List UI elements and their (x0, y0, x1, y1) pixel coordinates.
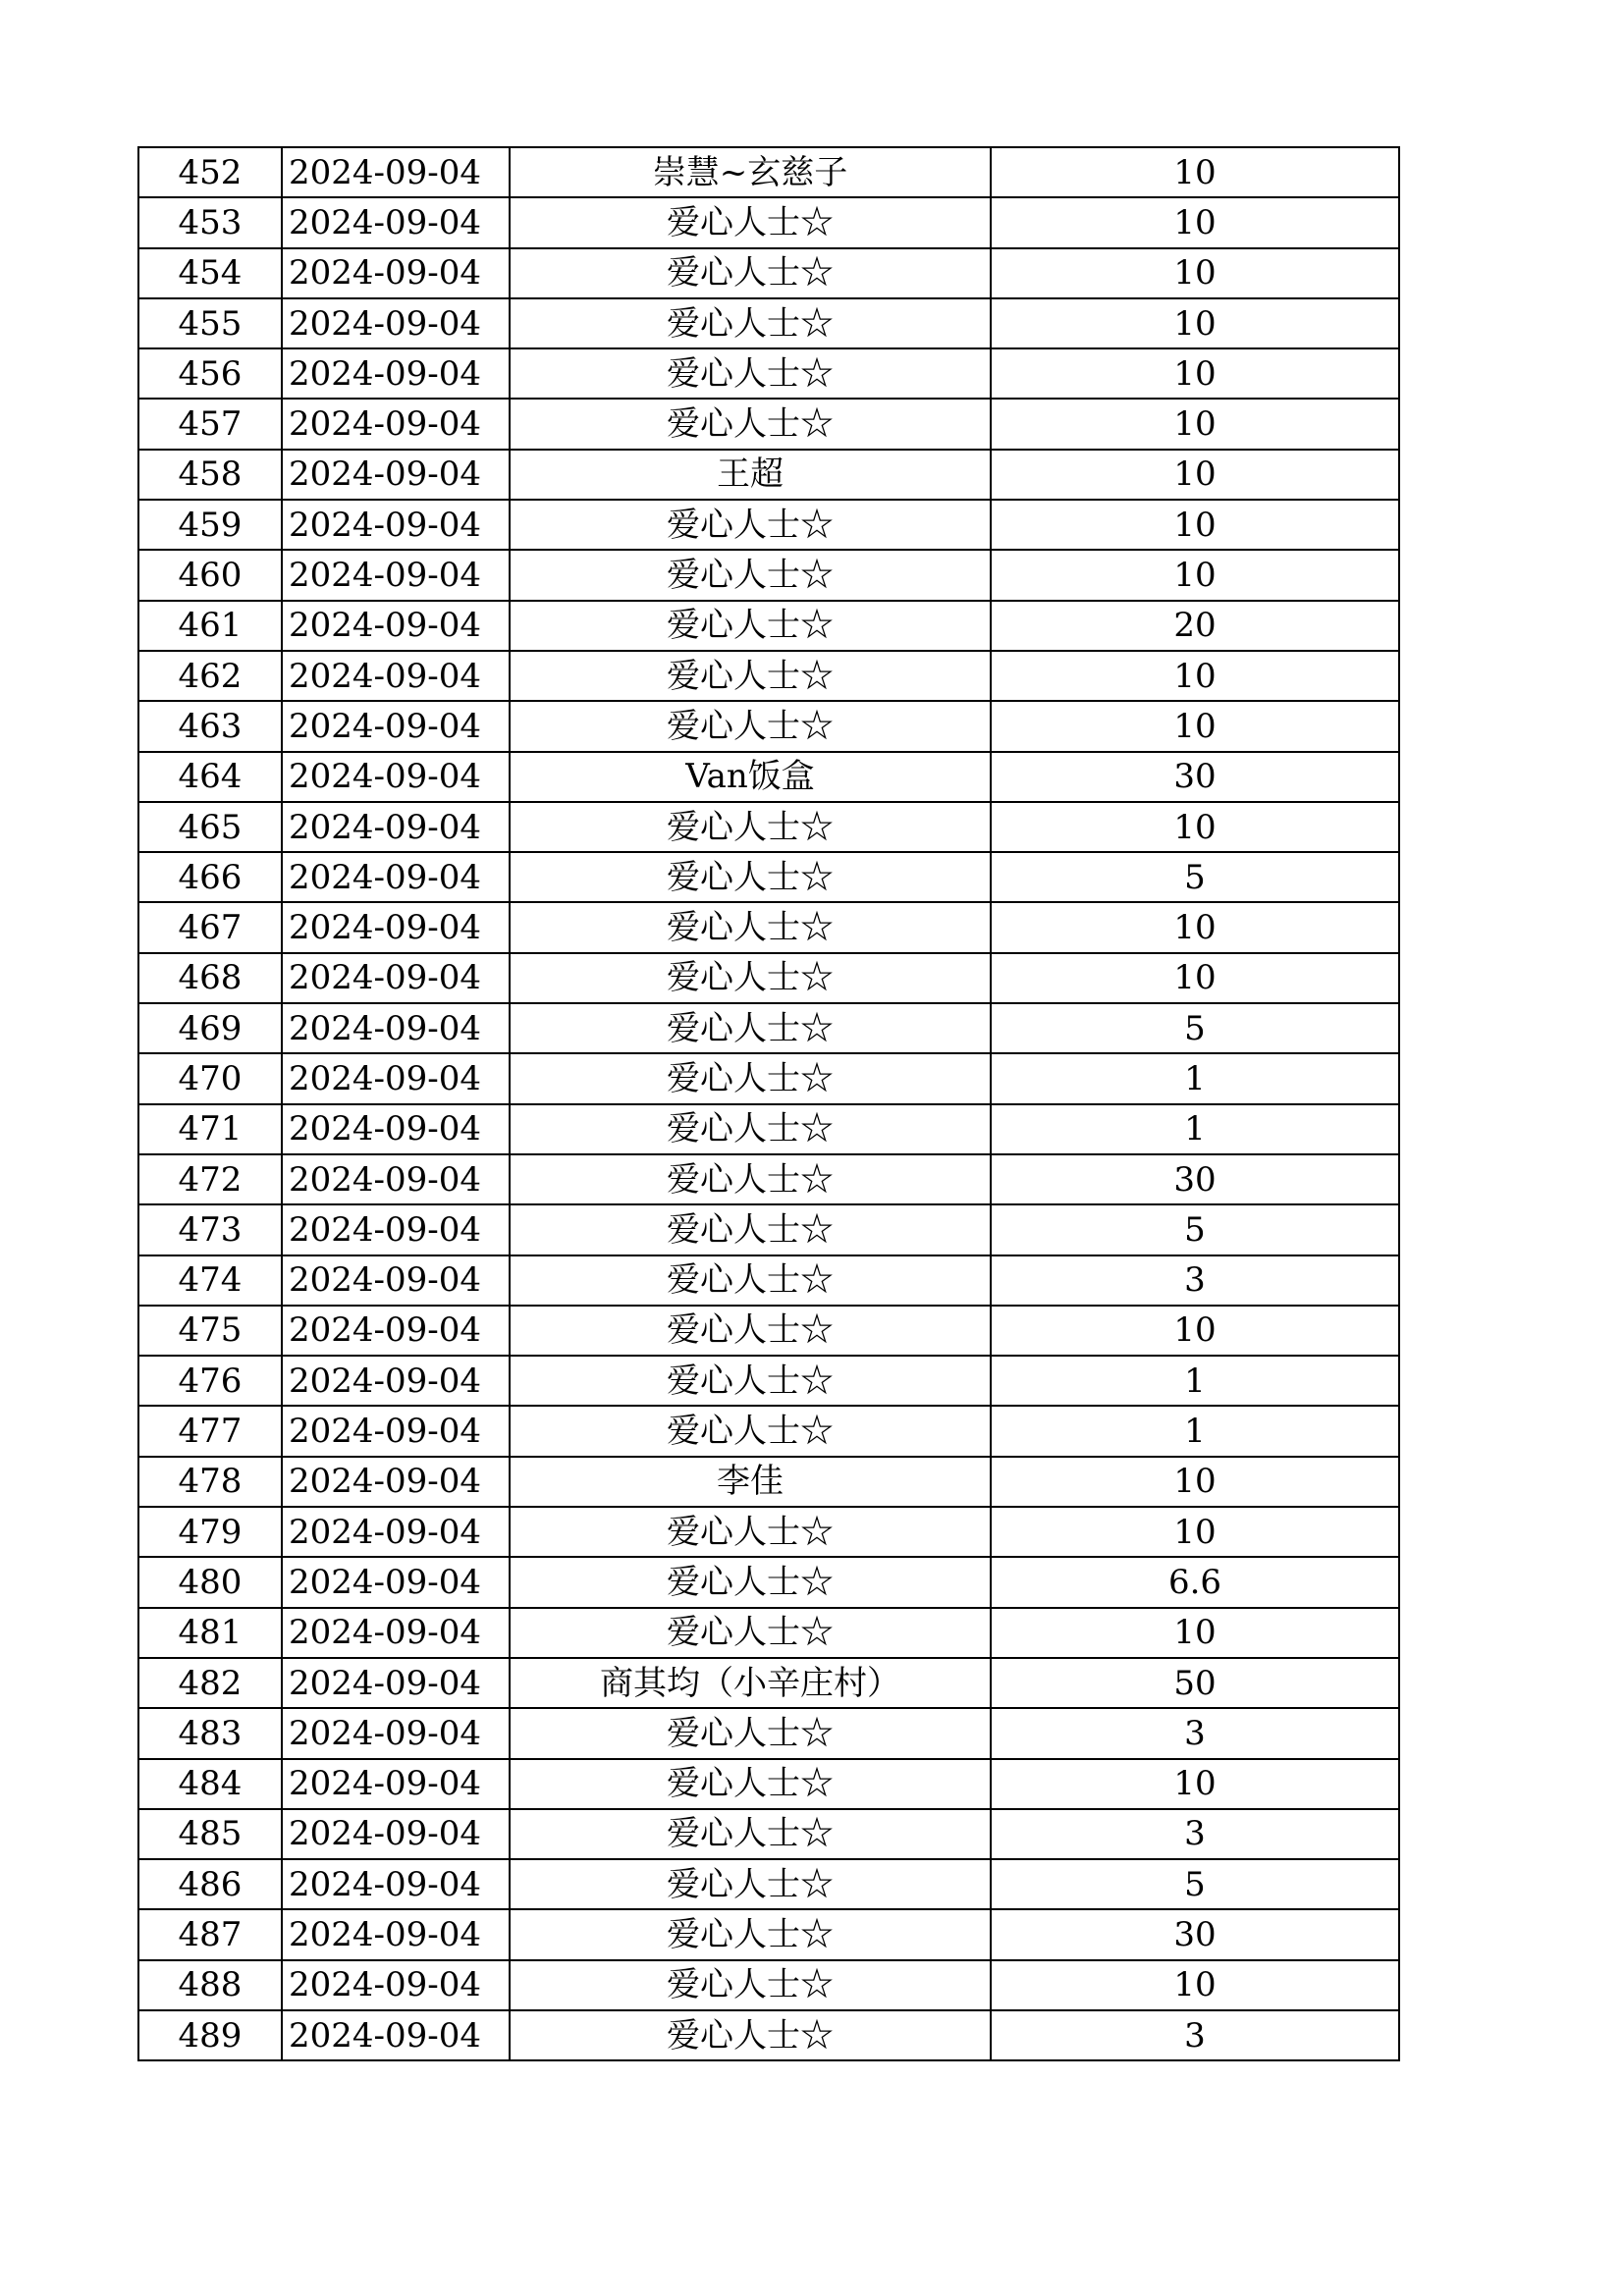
table-row (138, 147, 1399, 197)
serial-number-cell: 453 (138, 197, 282, 247)
table-row (138, 953, 1399, 1003)
table-row (138, 399, 1399, 449)
serial-number-cell: 487 (138, 1909, 282, 1959)
date-cell: 2024-09-04 (282, 601, 510, 651)
serial-number-cell: 459 (138, 500, 282, 550)
donor-name-cell: 爱心人士☆ (510, 852, 991, 902)
donor-name-cell: 爱心人士☆ (510, 1859, 991, 1909)
serial-number-cell: 465 (138, 802, 282, 852)
donor-name-cell: 爱心人士☆ (510, 1708, 991, 1758)
amount-cell: 20 (991, 601, 1399, 651)
table-row (138, 1154, 1399, 1204)
amount-cell: 10 (991, 197, 1399, 247)
date-cell: 2024-09-04 (282, 752, 510, 802)
amount-cell: 1 (991, 1104, 1399, 1154)
table-row (138, 2010, 1399, 2060)
donation-table (137, 146, 1400, 2061)
date-cell: 2024-09-04 (282, 1557, 510, 1607)
donor-name-cell: 爱心人士☆ (510, 348, 991, 399)
amount-cell: 5 (991, 1859, 1399, 1909)
amount-cell: 30 (991, 752, 1399, 802)
serial-number-cell: 460 (138, 550, 282, 600)
amount-cell: 10 (991, 802, 1399, 852)
amount-cell: 10 (991, 147, 1399, 197)
date-cell: 2024-09-04 (282, 348, 510, 399)
table-row (138, 197, 1399, 247)
amount-cell: 10 (991, 902, 1399, 952)
donor-name-cell: 爱心人士☆ (510, 2010, 991, 2060)
amount-cell: 10 (991, 1608, 1399, 1658)
serial-number-cell: 475 (138, 1306, 282, 1356)
amount-cell: 10 (991, 701, 1399, 751)
serial-number-cell: 471 (138, 1104, 282, 1154)
amount-cell: 10 (991, 399, 1399, 449)
donor-name-cell: 爱心人士☆ (510, 298, 991, 348)
donor-name-cell: 爱心人士☆ (510, 1104, 991, 1154)
table-row (138, 1557, 1399, 1607)
table-row (138, 1406, 1399, 1456)
table-row (138, 1255, 1399, 1306)
date-cell: 2024-09-04 (282, 1960, 510, 2010)
donor-name-cell: 李佳 (510, 1457, 991, 1507)
table-row (138, 651, 1399, 701)
table-row (138, 1053, 1399, 1103)
table-row (138, 248, 1399, 298)
serial-number-cell: 486 (138, 1859, 282, 1909)
date-cell: 2024-09-04 (282, 1053, 510, 1103)
table-row (138, 1608, 1399, 1658)
serial-number-cell: 466 (138, 852, 282, 902)
donor-name-cell: 爱心人士☆ (510, 802, 991, 852)
table-row (138, 1104, 1399, 1154)
table-row (138, 1960, 1399, 2010)
donor-name-cell: 爱心人士☆ (510, 1356, 991, 1406)
donor-name-cell: 爱心人士☆ (510, 197, 991, 247)
table-body (138, 147, 1399, 2060)
table-row (138, 1507, 1399, 1557)
donor-name-cell: 爱心人士☆ (510, 1003, 991, 1053)
date-cell: 2024-09-04 (282, 1154, 510, 1204)
table-row (138, 348, 1399, 399)
date-cell: 2024-09-04 (282, 550, 510, 600)
serial-number-cell: 472 (138, 1154, 282, 1204)
amount-cell: 5 (991, 1204, 1399, 1255)
date-cell: 2024-09-04 (282, 197, 510, 247)
donor-name-cell: 爱心人士☆ (510, 651, 991, 701)
serial-number-cell: 461 (138, 601, 282, 651)
date-cell: 2024-09-04 (282, 1759, 510, 1809)
donor-name-cell: 爱心人士☆ (510, 902, 991, 952)
serial-number-cell: 469 (138, 1003, 282, 1053)
amount-cell: 10 (991, 651, 1399, 701)
date-cell: 2024-09-04 (282, 1356, 510, 1406)
date-cell: 2024-09-04 (282, 1457, 510, 1507)
serial-number-cell: 485 (138, 1809, 282, 1859)
amount-cell: 10 (991, 1759, 1399, 1809)
date-cell: 2024-09-04 (282, 1104, 510, 1154)
amount-cell: 10 (991, 1457, 1399, 1507)
date-cell: 2024-09-04 (282, 147, 510, 197)
table-row (138, 852, 1399, 902)
serial-number-cell: 476 (138, 1356, 282, 1406)
donor-name-cell: 爱心人士☆ (510, 953, 991, 1003)
date-cell: 2024-09-04 (282, 2010, 510, 2060)
serial-number-cell: 481 (138, 1608, 282, 1658)
serial-number-cell: 488 (138, 1960, 282, 2010)
table-row (138, 1356, 1399, 1406)
donor-name-cell: 爱心人士☆ (510, 1306, 991, 1356)
date-cell: 2024-09-04 (282, 1306, 510, 1356)
date-cell: 2024-09-04 (282, 1255, 510, 1306)
amount-cell: 1 (991, 1053, 1399, 1103)
table-row (138, 450, 1399, 500)
donor-name-cell: 商其均（小辛庄村） (510, 1658, 991, 1708)
table-row (138, 550, 1399, 600)
donor-name-cell: 爱心人士☆ (510, 1507, 991, 1557)
donor-name-cell: 爱心人士☆ (510, 1960, 991, 2010)
donor-name-cell: 爱心人士☆ (510, 1255, 991, 1306)
donor-name-cell: Van饭盒 (510, 752, 991, 802)
date-cell: 2024-09-04 (282, 1859, 510, 1909)
amount-cell: 3 (991, 2010, 1399, 2060)
amount-cell: 3 (991, 1809, 1399, 1859)
amount-cell: 10 (991, 1507, 1399, 1557)
table-row (138, 701, 1399, 751)
serial-number-cell: 484 (138, 1759, 282, 1809)
serial-number-cell: 467 (138, 902, 282, 952)
donor-name-cell: 爱心人士☆ (510, 1557, 991, 1607)
amount-cell: 1 (991, 1356, 1399, 1406)
serial-number-cell: 489 (138, 2010, 282, 2060)
serial-number-cell: 483 (138, 1708, 282, 1758)
donor-name-cell: 爱心人士☆ (510, 1406, 991, 1456)
date-cell: 2024-09-04 (282, 1809, 510, 1859)
table-row (138, 1457, 1399, 1507)
donor-name-cell: 爱心人士☆ (510, 1154, 991, 1204)
serial-number-cell: 470 (138, 1053, 282, 1103)
donor-name-cell: 爱心人士☆ (510, 601, 991, 651)
amount-cell: 6.6 (991, 1557, 1399, 1607)
date-cell: 2024-09-04 (282, 248, 510, 298)
serial-number-cell: 477 (138, 1406, 282, 1456)
date-cell: 2024-09-04 (282, 1658, 510, 1708)
donor-name-cell: 爱心人士☆ (510, 1809, 991, 1859)
amount-cell: 50 (991, 1658, 1399, 1708)
table-row (138, 1859, 1399, 1909)
donor-name-cell: 爱心人士☆ (510, 1909, 991, 1959)
table-row (138, 1759, 1399, 1809)
donor-name-cell: 爱心人士☆ (510, 1759, 991, 1809)
date-cell: 2024-09-04 (282, 1204, 510, 1255)
serial-number-cell: 452 (138, 147, 282, 197)
amount-cell: 1 (991, 1406, 1399, 1456)
donor-name-cell: 爱心人士☆ (510, 399, 991, 449)
date-cell: 2024-09-04 (282, 500, 510, 550)
table-row (138, 298, 1399, 348)
date-cell: 2024-09-04 (282, 802, 510, 852)
donor-name-cell: 爱心人士☆ (510, 500, 991, 550)
donor-name-cell: 爱心人士☆ (510, 1053, 991, 1103)
table-row (138, 1658, 1399, 1708)
donor-name-cell: 崇慧~玄慈子 (510, 147, 991, 197)
amount-cell: 10 (991, 450, 1399, 500)
amount-cell: 10 (991, 1306, 1399, 1356)
date-cell: 2024-09-04 (282, 1909, 510, 1959)
amount-cell: 10 (991, 550, 1399, 600)
amount-cell: 30 (991, 1154, 1399, 1204)
serial-number-cell: 454 (138, 248, 282, 298)
date-cell: 2024-09-04 (282, 450, 510, 500)
serial-number-cell: 478 (138, 1457, 282, 1507)
date-cell: 2024-09-04 (282, 902, 510, 952)
table-row (138, 802, 1399, 852)
table-row (138, 1809, 1399, 1859)
table-row (138, 752, 1399, 802)
date-cell: 2024-09-04 (282, 953, 510, 1003)
date-cell: 2024-09-04 (282, 1507, 510, 1557)
amount-cell: 3 (991, 1255, 1399, 1306)
donor-name-cell: 王超 (510, 450, 991, 500)
amount-cell: 5 (991, 1003, 1399, 1053)
serial-number-cell: 463 (138, 701, 282, 751)
date-cell: 2024-09-04 (282, 1003, 510, 1053)
donor-name-cell: 爱心人士☆ (510, 1608, 991, 1658)
serial-number-cell: 456 (138, 348, 282, 399)
donor-name-cell: 爱心人士☆ (510, 701, 991, 751)
serial-number-cell: 482 (138, 1658, 282, 1708)
serial-number-cell: 473 (138, 1204, 282, 1255)
date-cell: 2024-09-04 (282, 1406, 510, 1456)
amount-cell: 10 (991, 248, 1399, 298)
date-cell: 2024-09-04 (282, 1708, 510, 1758)
serial-number-cell: 474 (138, 1255, 282, 1306)
serial-number-cell: 464 (138, 752, 282, 802)
serial-number-cell: 457 (138, 399, 282, 449)
date-cell: 2024-09-04 (282, 852, 510, 902)
serial-number-cell: 480 (138, 1557, 282, 1607)
amount-cell: 30 (991, 1909, 1399, 1959)
table-row (138, 1003, 1399, 1053)
amount-cell: 10 (991, 1960, 1399, 2010)
table-row (138, 1708, 1399, 1758)
amount-cell: 3 (991, 1708, 1399, 1758)
serial-number-cell: 468 (138, 953, 282, 1003)
table-row (138, 1306, 1399, 1356)
date-cell: 2024-09-04 (282, 651, 510, 701)
table-row (138, 500, 1399, 550)
donor-name-cell: 爱心人士☆ (510, 1204, 991, 1255)
donor-name-cell: 爱心人士☆ (510, 248, 991, 298)
date-cell: 2024-09-04 (282, 298, 510, 348)
table-row (138, 1909, 1399, 1959)
amount-cell: 10 (991, 500, 1399, 550)
serial-number-cell: 479 (138, 1507, 282, 1557)
table-row (138, 902, 1399, 952)
donor-name-cell: 爱心人士☆ (510, 550, 991, 600)
amount-cell: 10 (991, 348, 1399, 399)
serial-number-cell: 462 (138, 651, 282, 701)
date-cell: 2024-09-04 (282, 701, 510, 751)
amount-cell: 5 (991, 852, 1399, 902)
serial-number-cell: 458 (138, 450, 282, 500)
amount-cell: 10 (991, 298, 1399, 348)
amount-cell: 10 (991, 953, 1399, 1003)
serial-number-cell: 455 (138, 298, 282, 348)
table-row (138, 1204, 1399, 1255)
date-cell: 2024-09-04 (282, 399, 510, 449)
date-cell: 2024-09-04 (282, 1608, 510, 1658)
table-row (138, 601, 1399, 651)
